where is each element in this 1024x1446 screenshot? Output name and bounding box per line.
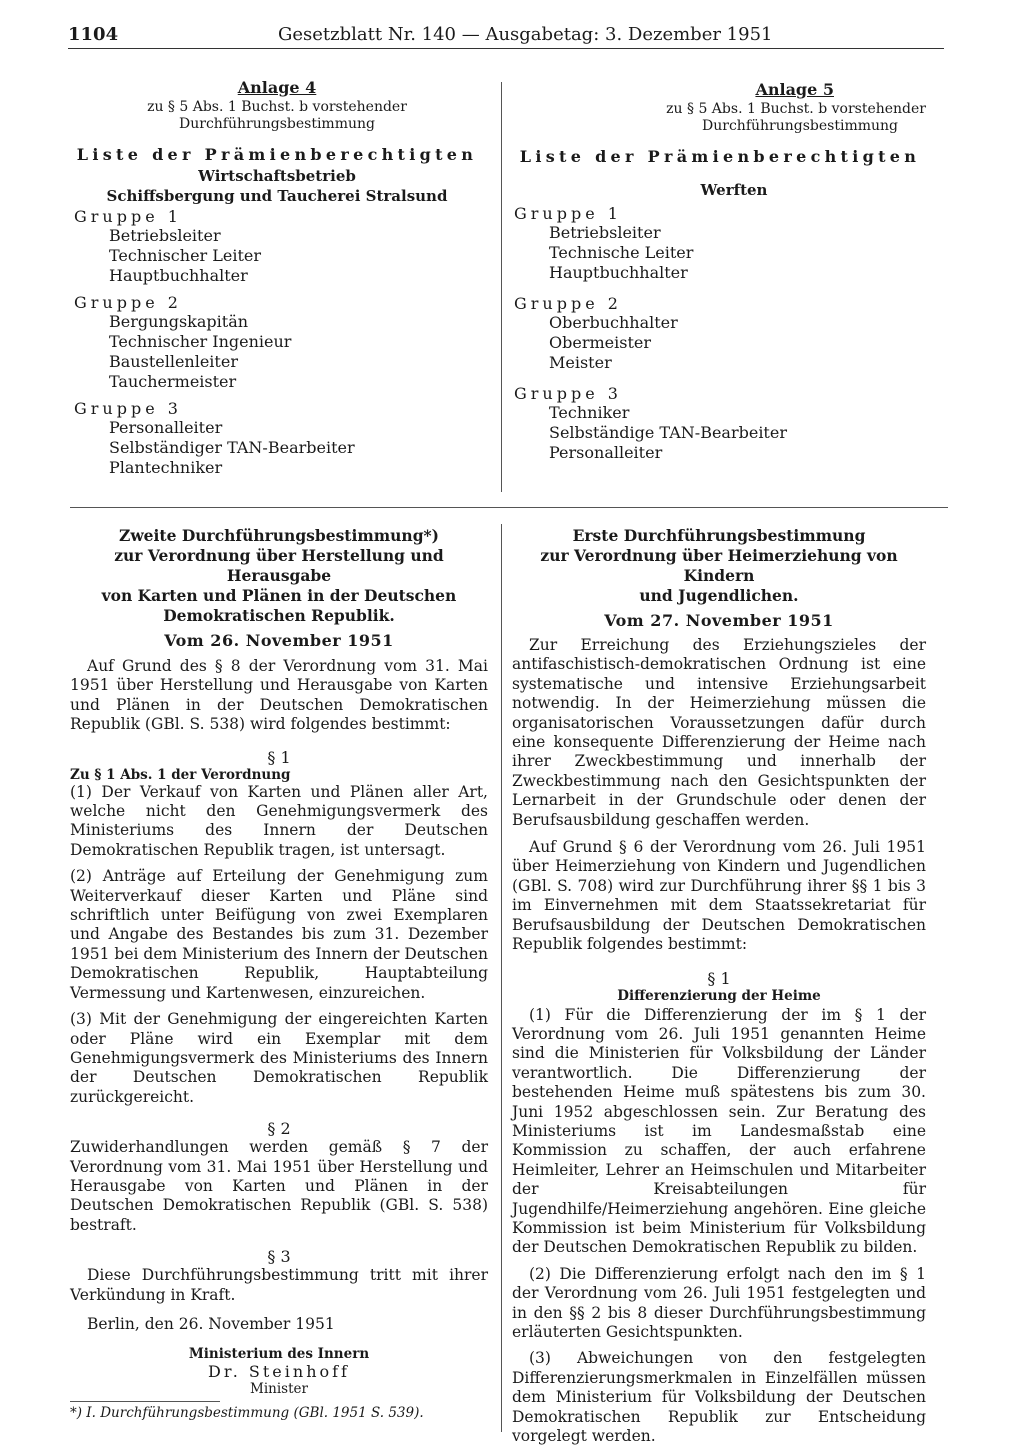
left-s2-p: Zuwiderhandlungen werden gemäß § 7 der Verordnung vom 31. Mai 1951 über Herstellung und Herausgabe von Karten und Plänen in der Deutschen Demokratischen Republik (GBl. S. 538) bestraft. [70, 1138, 488, 1234]
right-decree-heading: Erste Durchführungsbestimmung zur Verordnung über Heimerziehung von Kindern und Jugendlichen. [540, 526, 898, 605]
right-decree-date: Vom 27. November 1951 [604, 611, 834, 630]
right-p2: Auf Grund § 6 der Verordnung vom 26. Juli 1951 über Heimerziehung von Kindern und Jugendlichen (GBl. S. 708) wird zur Durchführung ihrer §§ 1 bis 3 im Einvernehmen mit dem Staatssekretariat für Berufsausbildung der Deutschen Demokratischen Republik folgendes bestimmt: [512, 838, 926, 954]
list-item: Oberbuchhalter [549, 313, 678, 332]
left-section-1: § 1 [267, 747, 291, 767]
anlage-4-list-title: Liste der Prämienberechtigten [76, 145, 478, 164]
right-section-1: § 1 [707, 968, 731, 988]
anlage-4-title: Anlage 4 [237, 78, 317, 97]
left-section-1-heading: Zu § 1 Abs. 1 der Verordnung [70, 766, 291, 783]
anlage-4 [74, 78, 480, 478]
anlage-5-title: Anlage 5 [755, 80, 834, 99]
group-label: Gruppe 2 [514, 294, 622, 313]
right-section-1-heading: Differenzierung der Heime [617, 987, 821, 1004]
list-item: Selbständiger TAN-Bearbeiter [109, 438, 355, 457]
signature-block [70, 1346, 488, 1397]
right-p1: Zur Erreichung des Erziehungszieles der antifaschistisch-demokratischen Ordnung ist eine systematische und intensive Erziehungsarbeit notwendig. In der Heimerziehung müssen die organisatorischen Voraussetzungen dafür durch eine konsequente Differenzierung der Heime nach ihrer Zweckbestimmung und innerhalb der Zweckbestimmung nach den Gesichtspunkten der Lernarbeit in der Grundschule oder denen der Berufsausbildung geschaffen werden. [512, 636, 926, 829]
list-item: Technischer Leiter [109, 246, 262, 265]
anlage-4-group-1 [74, 207, 480, 286]
list-item: Tauchermeister [109, 372, 237, 391]
anlage-5 [514, 80, 926, 463]
page-header [68, 22, 944, 49]
page-number: 1104 [68, 24, 119, 45]
anlage-5-group-1 [514, 204, 926, 283]
list-item: Hauptbuchhalter [109, 266, 248, 285]
group-label: Gruppe 1 [514, 204, 622, 223]
left-s3-p: Diese Durchführungsbestimmung tritt mit ihrer Verkündung in Kraft. [70, 1266, 488, 1304]
list-item: Personalleiter [549, 443, 663, 462]
left-intro: Auf Grund des § 8 der Verordnung vom 31. Mai 1951 über Herstellung und Herausgabe von Karten und Plänen in der Deutschen Demokratischen Republik (GBl. S. 538) wird folgendes bestimmt: [70, 657, 488, 734]
right-s1-p1: (1) Für die Differenzierung der im § 1 der Verordnung vom 26. Juli 1951 genannten Heime sind die Ministerien für Volksbildung der Länder verantwortlich. Die Differenzierung der bestehenden Heime muß spätestens bis zum 30. Juni 1952 abgeschlossen sein. Zur Beratung des Ministeriums ist im Landesmaßstab eine Kommission zu schaffen, der auch erfahrene Heimleiter, Lehrer an Heimschulen und Mitarbeiter der Kreisabteilungen für Jugendhilfe/Heimerziehung angehören. Eine gleiche Kommission ist beim Ministerium für Volksbildung der Deutschen Demokratischen Republik zu bilden. [512, 1005, 926, 1257]
group-label: Gruppe 1 [74, 207, 182, 226]
footnote: *) I. Durchführungsbestimmung (GBl. 1951 S. 539). [70, 1405, 424, 1422]
left-place-date: Berlin, den 26. November 1951 [87, 1314, 335, 1333]
list-item: Plantechniker [109, 458, 223, 477]
list-item: Baustellenleiter [109, 352, 238, 371]
signer-role: Minister [250, 1381, 308, 1398]
anlage-5-org: Werften [700, 181, 768, 199]
footnote-rule [70, 1401, 220, 1402]
anlage-5-ref: zu § 5 Abs. 1 Buchst. b vorstehender Durchführungsbestimmung [666, 101, 926, 134]
ministry-name: Ministerium des Innern [188, 1346, 370, 1363]
list-item: Betriebsleiter [549, 223, 661, 242]
left-section-2: § 2 [267, 1119, 291, 1139]
anlage-4-ref: zu § 5 Abs. 1 Buchst. b vorstehender Durchführungsbestimmung [147, 99, 407, 132]
list-item: Techniker [549, 403, 630, 422]
column-divider-top [501, 82, 502, 492]
group-label: Gruppe 3 [74, 399, 182, 418]
list-item: Meister [549, 353, 612, 372]
left-s1-p3: (3) Mit der Genehmigung der eingereichten Karten oder Pläne wird ein Exemplar mit dem Genehmigungsvermerk des Ministeriums des Innern der Deutschen Demokratischen Republik zurückgereicht. [70, 1010, 488, 1106]
list-item: Technischer Ingenieur [109, 332, 292, 351]
list-item: Obermeister [549, 333, 651, 352]
anlage-4-group-2 [74, 293, 480, 392]
list-item: Selbständige TAN-Bearbeiter [549, 423, 787, 442]
anlage-4-group-3 [74, 399, 480, 478]
left-decree-date: Vom 26. November 1951 [164, 631, 394, 650]
left-s1-p1: (1) Der Verkauf von Karten und Plänen aller Art, welche nicht den Genehmigungsvermerk des Ministeriums des Innern der Deutschen Demokratischen Republik tragen, ist untersagt. [70, 782, 488, 859]
left-decree-heading: Zweite Durchführungsbestimmung*) zur Verordnung über Herstellung und Herausgabe von Karten und Plänen in der Deutschen Demokratischen Republik. [101, 526, 457, 625]
group-label: Gruppe 2 [74, 293, 182, 312]
list-item: Bergungskapitän [109, 312, 249, 331]
column-divider-bottom [501, 524, 502, 1432]
section-divider [70, 507, 948, 508]
right-decree [512, 526, 926, 1446]
list-item: Technische Leiter [549, 243, 694, 262]
anlage-5-group-3 [514, 384, 926, 463]
signer-name: Dr. Steinhoff [208, 1362, 350, 1382]
anlage-5-group-2 [514, 294, 926, 373]
left-decree [70, 526, 488, 1421]
gazette-title: Gesetzblatt Nr. 140 — Ausgabetag: 3. Dezember 1951 [278, 24, 773, 45]
anlage-4-org: Wirtschaftsbetrieb Schiffsbergung und Taucherei Stralsund [106, 167, 448, 205]
group-label: Gruppe 3 [514, 384, 622, 403]
right-s1-p2: (2) Die Differenzierung erfolgt nach den im § 1 der Verordnung vom 26. Juli 1951 festgelegten und in den §§ 2 bis 8 dieser Durchführungsbestimmung erläuterten Gesichtspunkten. [512, 1264, 926, 1341]
list-item: Betriebsleiter [109, 226, 221, 245]
list-item: Hauptbuchhalter [549, 263, 688, 282]
right-s1-p3: (3) Abweichungen von den festgelegten Differenzierungsmerkmalen in Einzelfällen müssen dem Ministerium für Volksbildung der Deutschen Demokratischen Republik zur Entscheidung vorgelegt werden. [512, 1349, 926, 1446]
left-s1-p2: (2) Anträge auf Erteilung der Genehmigung zum Weiterverkauf dieser Karten und Pläne sind schriftlich unter Beifügung von zwei Exemplaren und Angabe des Bestandes bis zum 31. Dezember 1951 bei dem Ministerium des Innern der Deutschen Demokratischen Republik, Hauptabteilung Vermessung und Kartenwesen, einzureichen. [70, 867, 488, 1002]
anlage-5-list-title: Liste der Prämienberechtigten [519, 147, 921, 166]
list-item: Personalleiter [109, 418, 223, 437]
left-section-3: § 3 [267, 1247, 291, 1267]
